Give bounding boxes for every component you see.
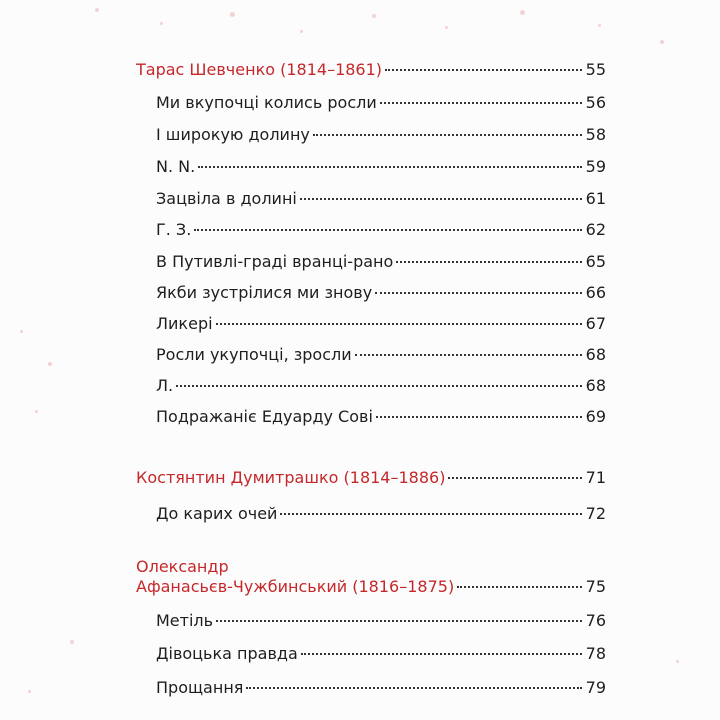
poem-title: Дівоцька правда: [156, 644, 298, 663]
page-number: 62: [585, 220, 606, 239]
page-number: 69: [585, 407, 606, 426]
page-number: 59: [585, 157, 606, 176]
dot-leader: [194, 229, 581, 231]
page-number: 56: [585, 93, 606, 112]
dot-leader: [313, 134, 582, 136]
poem-title: Л.: [156, 376, 174, 395]
page-number: 76: [585, 611, 606, 630]
author-first-name: Олександр: [136, 557, 229, 576]
page-number: 71: [585, 468, 606, 487]
poem-title: Якби зустрілися ми знову: [156, 283, 373, 302]
poem-title: N. N.: [156, 157, 196, 176]
poem-title: Росли укупочці, зросли: [156, 345, 352, 364]
author-name: Афанасьєв-Чужбинський (1816–1875): [136, 577, 455, 596]
dot-leader: [280, 513, 581, 515]
dot-leader: [448, 477, 581, 479]
poem-title: Подражаніє Едуарду Сові: [156, 407, 373, 426]
page-number: 58: [585, 125, 606, 144]
toc-author-entry[interactable]: [136, 60, 606, 80]
toc-author-entry[interactable]: [136, 577, 606, 597]
page-number: 78: [585, 644, 606, 663]
dot-leader: [301, 653, 582, 655]
page-number: 66: [585, 283, 606, 302]
toc-poem-entry[interactable]: [156, 376, 606, 396]
toc-poem-entry[interactable]: [156, 220, 606, 240]
toc-poem-entry[interactable]: [156, 678, 606, 698]
page-number: 65: [585, 252, 606, 271]
page-number: 72: [585, 504, 606, 523]
toc-poem-entry[interactable]: [156, 93, 606, 113]
toc-poem-entry[interactable]: [156, 644, 606, 664]
poem-title: Прощання: [156, 678, 244, 697]
toc-poem-entry[interactable]: [156, 157, 606, 177]
page-number: 67: [585, 314, 606, 333]
dot-leader: [300, 198, 582, 200]
page-number: 75: [585, 577, 606, 596]
page-number: 68: [585, 345, 606, 364]
dot-leader: [457, 586, 581, 588]
poem-title: Ми вкупочці колись росли: [156, 93, 377, 112]
dot-leader: [376, 416, 582, 418]
toc-poem-entry[interactable]: [156, 252, 606, 272]
toc-poem-entry[interactable]: [156, 504, 606, 524]
poem-title: І широкую долину: [156, 125, 310, 144]
dot-leader: [375, 292, 581, 294]
author-name: Тарас Шевченко (1814–1861): [136, 60, 383, 79]
toc-poem-entry[interactable]: [156, 283, 606, 303]
dot-leader: [355, 354, 582, 356]
toc-author-entry[interactable]: [136, 468, 606, 488]
toc-poem-entry[interactable]: [156, 407, 606, 427]
toc-poem-entry[interactable]: [156, 314, 606, 334]
dot-leader: [385, 69, 582, 71]
dot-leader: [246, 687, 581, 689]
poem-title: До карих очей: [156, 504, 278, 523]
page-number: 55: [585, 60, 606, 79]
dot-leader: [216, 620, 582, 622]
toc-poem-entry[interactable]: [156, 189, 606, 209]
dot-leader: [216, 323, 582, 325]
dot-leader: [198, 166, 581, 168]
page-number: 68: [585, 376, 606, 395]
toc-poem-entry[interactable]: [156, 345, 606, 365]
poem-title: Ликері: [156, 314, 213, 333]
author-name: Костянтин Думитрашко (1814–1886): [136, 468, 446, 487]
poem-title: Г. З.: [156, 220, 192, 239]
poem-title: Зацвіла в долині: [156, 189, 297, 208]
dot-leader: [176, 385, 582, 387]
poem-title: В Путивлі-граді вранці-рано: [156, 252, 394, 271]
toc-poem-entry[interactable]: [156, 125, 606, 145]
dot-leader: [380, 102, 582, 104]
toc-poem-entry[interactable]: [156, 611, 606, 631]
page-number: 79: [585, 678, 606, 697]
poem-title: Метіль: [156, 611, 214, 630]
page-number: 61: [585, 189, 606, 208]
dot-leader: [396, 261, 581, 263]
